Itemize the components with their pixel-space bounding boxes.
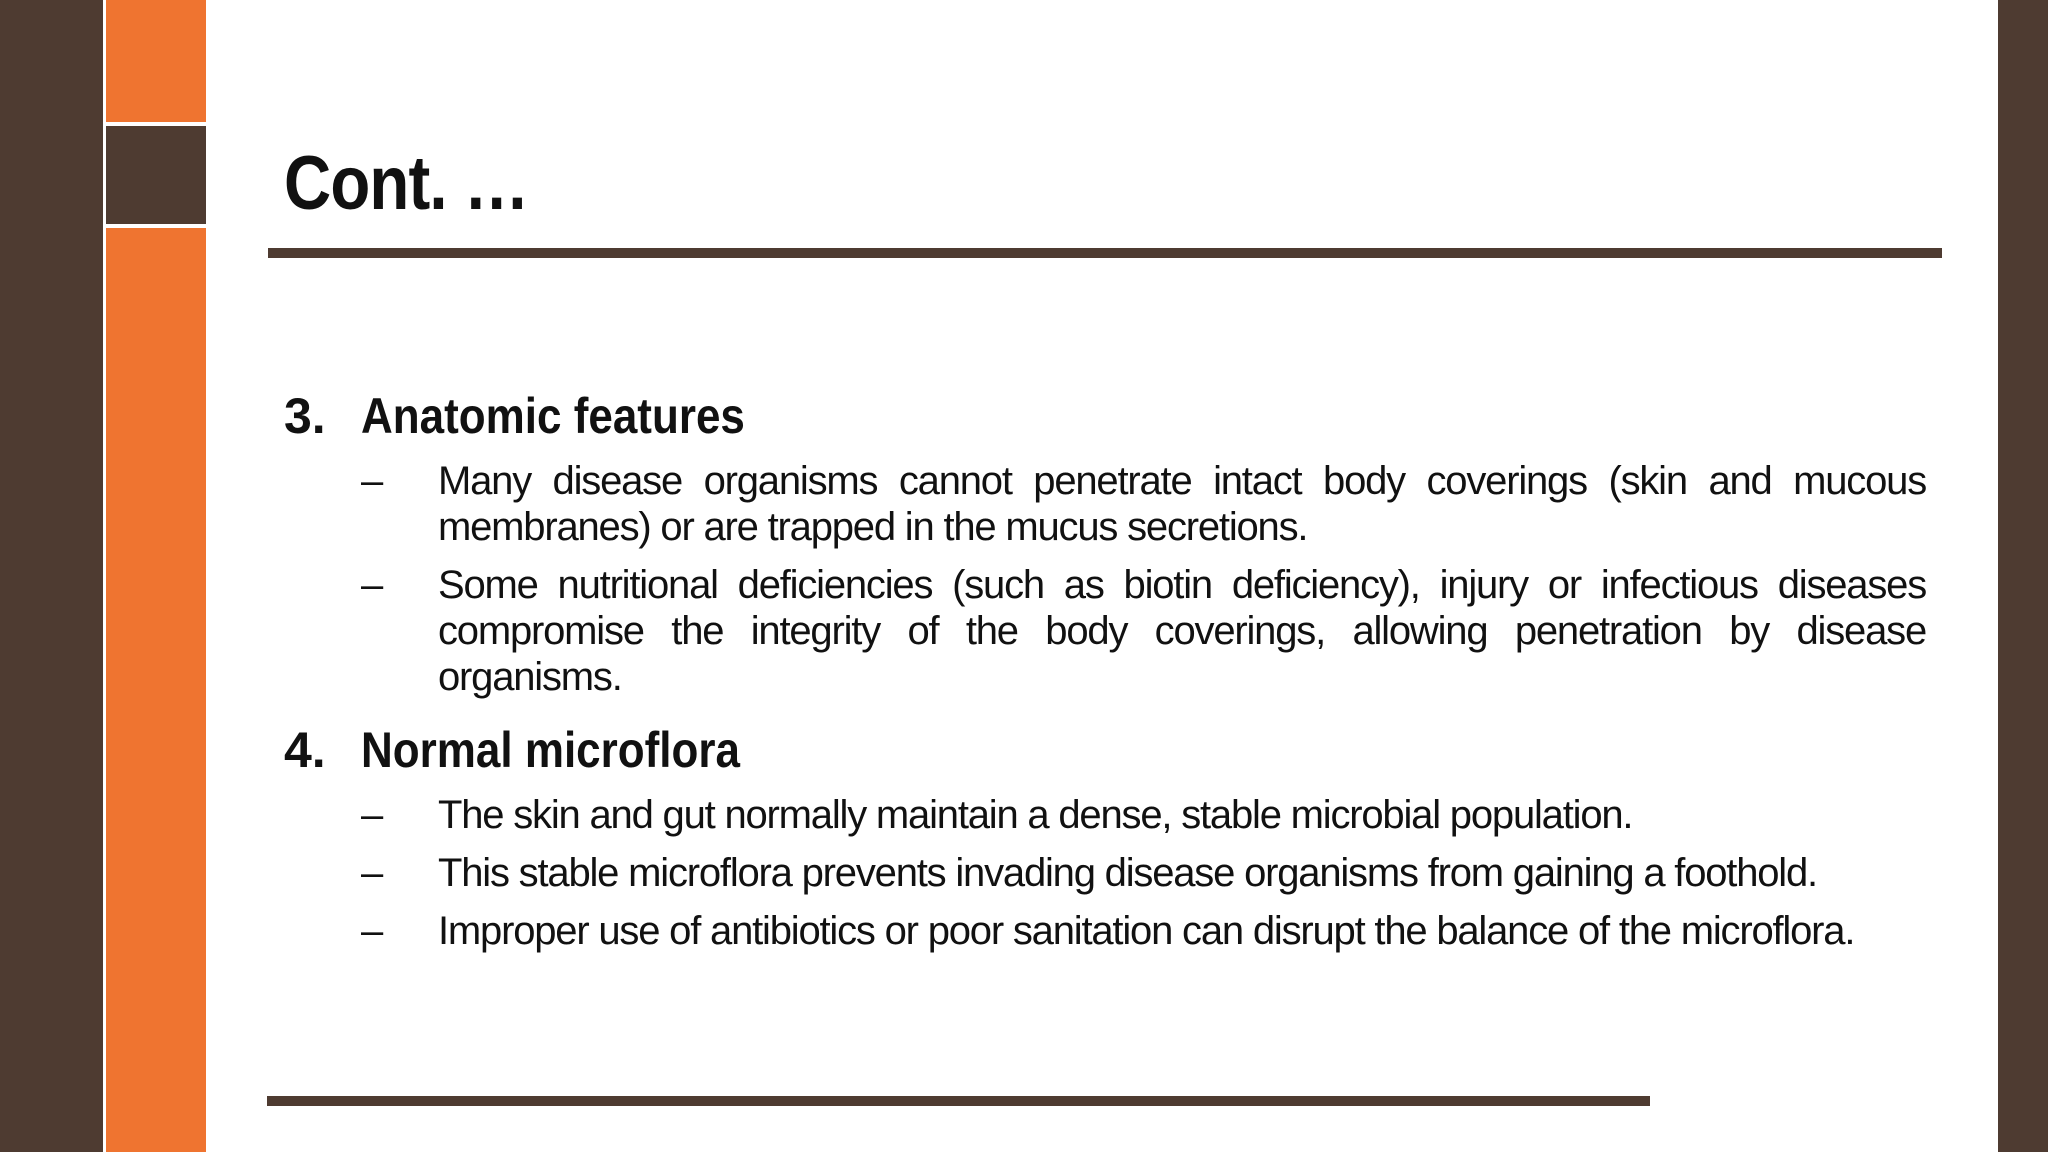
bullet-item	[284, 458, 1926, 550]
dash-marker: –	[361, 793, 384, 837]
footer-rule	[267, 1096, 1650, 1106]
dash-marker: –	[361, 909, 384, 953]
bullet-item	[284, 908, 1926, 954]
bullet-item	[284, 792, 1926, 838]
title-underline-rule	[268, 248, 1942, 258]
section-title: Anatomic features	[361, 388, 745, 444]
bullet-text: Many disease organisms cannot penetrate intact body coverings (skin and mucous membranes) or are trapped in the mucus secretions.	[438, 459, 1926, 549]
accent-divider-bottom	[106, 224, 206, 228]
section-number: 4.	[284, 722, 326, 778]
dash-marker: –	[361, 459, 384, 503]
slide-body	[284, 386, 1926, 974]
bullet-item	[284, 562, 1926, 700]
right-brown-bar	[1998, 0, 2048, 1152]
section-heading	[284, 720, 1926, 780]
section-anatomic-features	[284, 386, 1926, 700]
slide-title: Cont. …	[284, 141, 529, 226]
section-title: Normal microflora	[361, 722, 740, 778]
dash-marker: –	[361, 851, 384, 895]
accent-brown-block	[106, 126, 206, 224]
bullet-item	[284, 850, 1926, 896]
bullet-list	[284, 792, 1926, 954]
left-brown-bar	[0, 0, 103, 1152]
section-number: 3.	[284, 388, 326, 444]
bullet-list	[284, 458, 1926, 700]
bullet-text: This stable microflora prevents invading disease organisms from gaining a foothold.	[438, 851, 1817, 895]
section-heading	[284, 386, 1926, 446]
bullet-text: The skin and gut normally maintain a dense, stable microbial population.	[438, 793, 1633, 837]
dash-marker: –	[361, 563, 384, 607]
bullet-text: Some nutritional deficiencies (such as biotin deficiency), injury or infectious diseases compromise the integrity of the body coverings, allowing penetration by disease organisms.	[438, 563, 1926, 699]
section-normal-microflora	[284, 720, 1926, 954]
bullet-text: Improper use of antibiotics or poor sanitation can disrupt the balance of the microflora.	[438, 909, 1855, 953]
